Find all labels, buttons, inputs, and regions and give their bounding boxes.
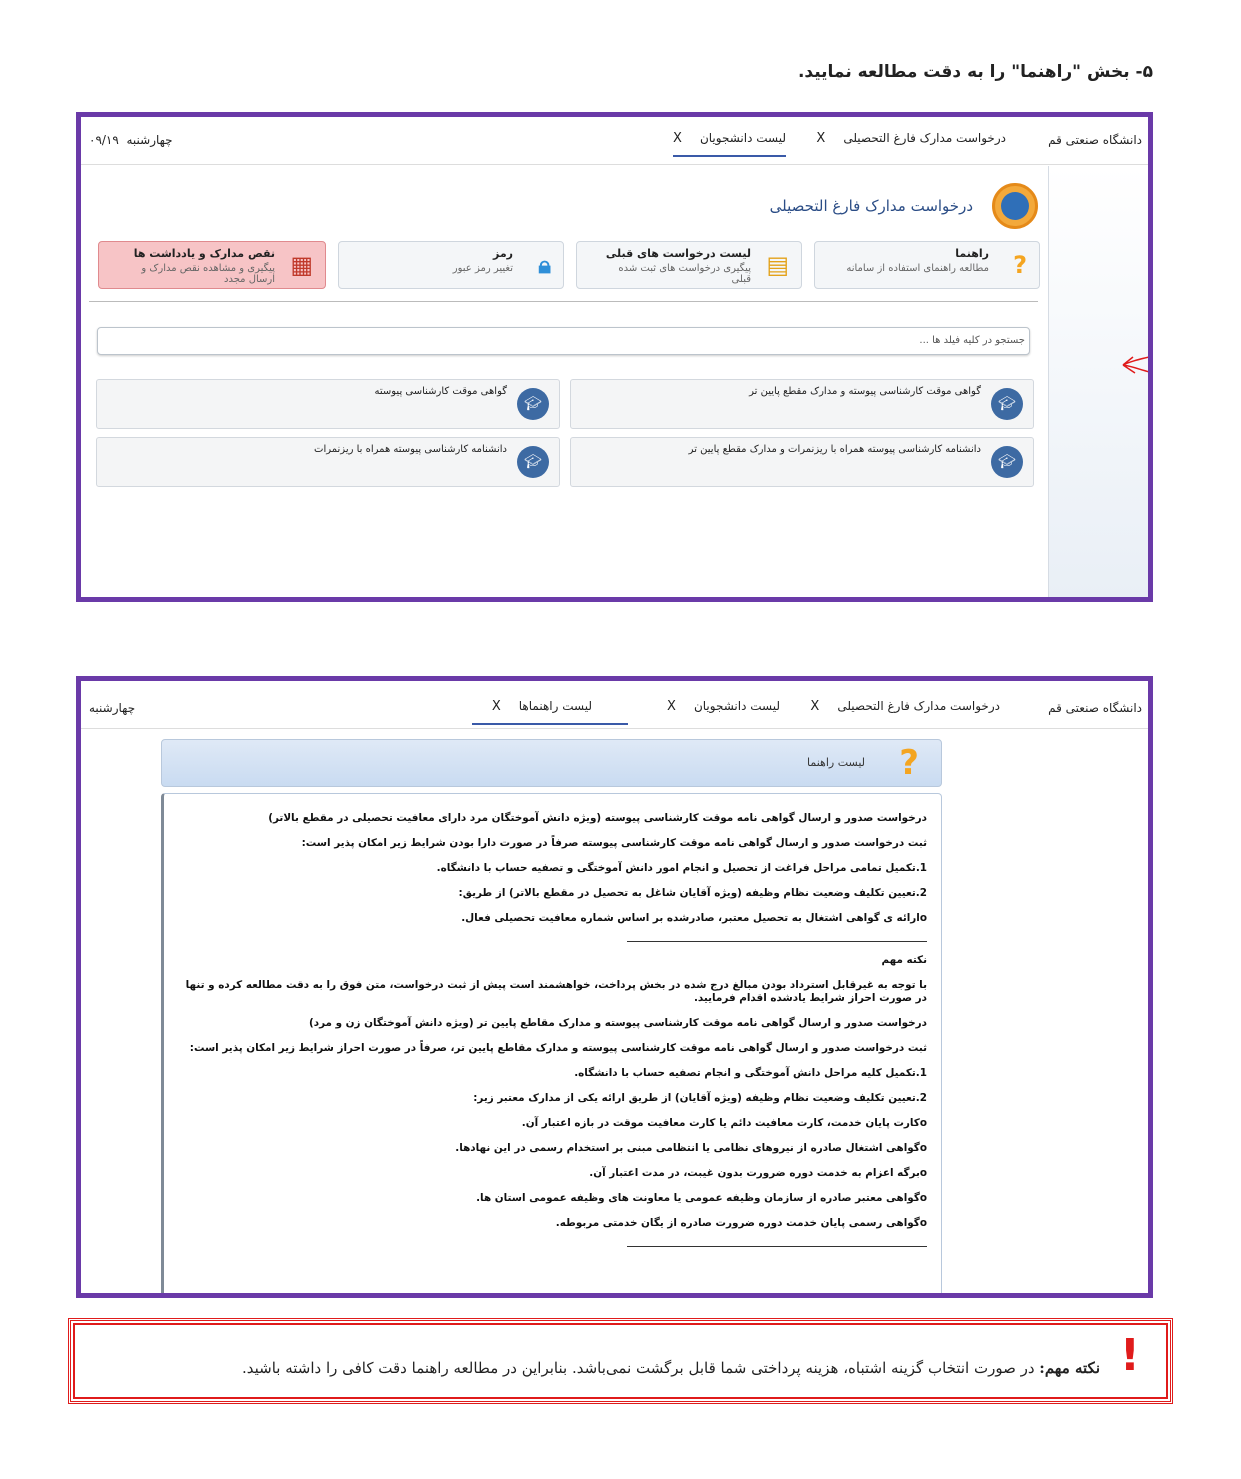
top-bar: [81, 681, 1148, 729]
separator: [627, 1246, 927, 1247]
help-note-title: نکته مهم: [881, 954, 927, 966]
help-paragraph: درخواست صدور و ارسال گواهی نامه موقت کارشناسی پیوسته و مدارک مقاطع پایین تر (ویژه دانش آموختگان زن و مرد): [309, 1017, 927, 1029]
card-subtitle: مطالعه راهنمای استفاده از سامانه: [846, 263, 989, 274]
notepad-icon: ▦: [290, 251, 313, 279]
graduation-cap-icon: 🎓︎: [991, 446, 1023, 478]
question-icon: ?: [1013, 251, 1027, 279]
card-subtitle: پیگیری و مشاهده نقص مدارک و ارسال مجدد: [141, 263, 275, 285]
certificate-option[interactable]: [96, 379, 560, 429]
close-icon[interactable]: X: [673, 131, 682, 146]
close-icon[interactable]: X: [667, 699, 676, 714]
university-name: دانشگاه صنعتی قم: [1048, 133, 1142, 147]
graduation-cap-icon: 🎓︎: [517, 388, 549, 420]
tab-graduation-request[interactable]: درخواست مدارک فارغ التحصیلیX: [816, 131, 1006, 146]
important-note-box: [68, 1318, 1173, 1404]
close-icon[interactable]: X: [810, 699, 820, 714]
help-paragraph: oگواهی اشتغال صادره از نیروهای نظامی یا انتظامی مبنی بر استخدام رسمی در این نهادها.: [455, 1142, 927, 1154]
tab-help-list[interactable]: لیست راهنماهاX: [472, 699, 628, 725]
side-panel: [1048, 166, 1148, 597]
search-placeholder: جستجو در کلیه فیلد ها ...: [919, 335, 1025, 346]
card-previous-requests[interactable]: [576, 241, 802, 289]
graduation-cap-icon: 🎓︎: [991, 388, 1023, 420]
help-paragraph: oگواهی معتبر صادره از سازمان وظیفه عمومی یا معاونت های وظیفه عمومی استان ها.: [476, 1192, 927, 1204]
tab-graduation-request[interactable]: درخواست مدارک فارغ التحصیلیX: [810, 699, 1000, 714]
card-title: رمز: [493, 247, 513, 260]
university-name: دانشگاه صنعتی قم: [1048, 701, 1142, 715]
help-paragraph: با توجه به غیرقابل استرداد بودن مبالغ درج شده در بخش پرداخت، خواهشمند است پیش از ثبت درخواست، متن فوق را به دقت مطالعه کرده و تنها در صورت احراز شرایط یادشده اقدام فرمایید.: [185, 979, 927, 1004]
help-paragraph: oارائه ی گواهی اشتغال به تحصیل معتبر، صادرشده بر اساس شماره معافیت تحصیلی فعال.: [461, 912, 927, 924]
date-display: چهارشنبه ۰۹/۱۹: [89, 133, 173, 147]
tab-students-list[interactable]: لیست دانشجویانX: [667, 699, 780, 714]
important-note-text: نکته مهم: در صورت انتخاب گزینه اشتباه، هزینه پرداختی شما قابل برگشت نمی‌باشد. بنابراین در مطالعه راهنما دقت کافی را داشته باشید.: [241, 1359, 1100, 1377]
help-paragraph: oکارت پایان خدمت، کارت معافیت دائم یا کارت معافیت موقت در بازه اعتبار آن.: [521, 1117, 927, 1129]
certificate-label: گواهی موقت کارشناسی پیوسته: [374, 386, 507, 397]
close-icon[interactable]: X: [491, 699, 501, 714]
separator: [627, 941, 927, 942]
card-help[interactable]: [814, 241, 1040, 289]
search-input[interactable]: [97, 327, 1030, 355]
card-title: نقص مدارک و یادداشت ها: [133, 247, 275, 260]
help-paragraph: 2.تعیین تکلیف وضعیت نظام وظیفه (ویژه آقایان) از طریق ارائه یکی از مدارک معتبر زیر:: [473, 1092, 927, 1104]
help-list-header: [161, 739, 942, 787]
screenshot-main-menu: [76, 112, 1153, 602]
exclamation-icon: !: [1119, 1330, 1140, 1381]
section-heading: ۵- بخش "راهنما" را به دقت مطالعه نمایید.: [797, 62, 1153, 82]
help-paragraph: 1.تکمیل تمامی مراحل فراغت از تحصیل و انجام امور دانش آموختگی و تصفیه حساب با دانشگاه.: [436, 862, 927, 874]
certificate-label: دانشنامه کارشناسی پیوسته همراه با ریزنمرات: [314, 444, 507, 455]
card-subtitle: تغییر رمز عبور: [452, 263, 513, 274]
graduation-cap-icon: 🎓︎: [517, 446, 549, 478]
day-display: چهارشنبه: [89, 701, 136, 715]
card-subtitle: پیگیری درخواست های ثبت شده قبلی: [618, 263, 751, 285]
certificate-label: دانشنامه کارشناسی پیوسته همراه با ریزنمرات و مدارک مقطع پایین تر: [688, 444, 981, 455]
card-password[interactable]: [338, 241, 564, 289]
help-content: [161, 793, 942, 1298]
close-icon[interactable]: X: [816, 131, 826, 146]
help-paragraph: ثبت درخواست صدور و ارسال گواهی نامه موقت کارشناسی پیوسته و مدارک مقاطع پایین تر، صرفاً در صورت احراز شرایط زیر امکان پذیر است:: [189, 1042, 927, 1054]
help-paragraph: oگواهی رسمی پایان خدمت دوره ضرورت صادره از یگان خدمتی مربوطه.: [555, 1217, 927, 1229]
screenshot-help-list: [76, 676, 1153, 1298]
help-paragraph: oبرگه اعزام به خدمت دوره ضرورت بدون غیبت، در مدت اعتبار آن.: [589, 1167, 927, 1179]
lock-icon: 🔒︎: [538, 251, 551, 279]
question-icon: ?: [899, 743, 919, 783]
certificate-option[interactable]: [96, 437, 560, 487]
help-paragraph: 2.تعیین تکلیف وضعیت نظام وظیفه (ویژه آقایان شاغل به تحصیل در مقطع بالاتر) از طریق:: [458, 887, 927, 899]
help-list-title: لیست راهنما: [807, 756, 865, 769]
certificate-option[interactable]: [570, 379, 1034, 429]
red-arrow-icon: [1121, 351, 1153, 381]
help-paragraph: 1.تکمیل کلیه مراحل دانش آموختگی و انجام تصفیه حساب با دانشگاه.: [574, 1067, 927, 1079]
help-paragraph: درخواست صدور و ارسال گواهی نامه موقت کارشناسی پیوسته (ویژه دانش آموختگان مرد دارای معافیت تحصیلی در مقطع بالاتر): [268, 812, 927, 824]
document-icon: ▤: [766, 251, 789, 279]
university-logo: [992, 183, 1038, 229]
certificate-label: گواهی موقت کارشناسی پیوسته و مدارک مقطع پایین تر: [749, 386, 981, 397]
help-paragraph: ثبت درخواست صدور و ارسال گواهی نامه موقت کارشناسی پیوسته صرفاً در صورت دارا بودن شرایط زیر امکان پذیر است:: [301, 837, 927, 849]
card-missing-documents[interactable]: [98, 241, 326, 289]
tab-students-list[interactable]: لیست دانشجویانX: [673, 131, 786, 157]
divider: [89, 301, 1038, 302]
page-title: درخواست مدارک فارغ التحصیلی: [769, 197, 973, 215]
card-title: لیست درخواست های قبلی: [605, 247, 751, 260]
top-bar: [81, 117, 1148, 165]
certificate-option[interactable]: [570, 437, 1034, 487]
card-title: راهنما: [955, 247, 989, 260]
